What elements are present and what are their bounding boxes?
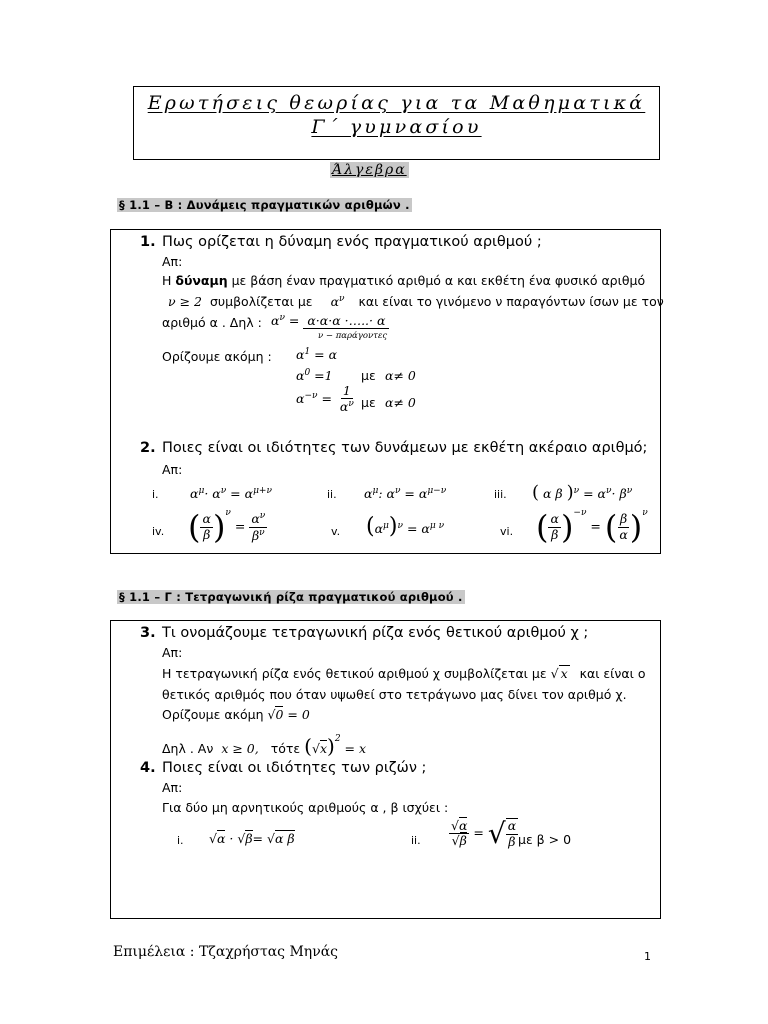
q1-line3-text: αριθμό α . Δηλ : [162, 315, 262, 330]
q2-item-i-formula: $\alpha^\mu\cdot \alpha^\nu = \alpha^{\mu+\nu}$ [190, 486, 272, 502]
section-heading-roots-text: § 1.1 – Γ : Τετραγωνική ρίζα πραγματικού αριθμού . [119, 590, 463, 604]
q3-line3-text: Ορίζουμε ακόμη [162, 707, 264, 722]
q1-power-formula: $\alpha^\nu = \alpha\cdot\alpha\cdot\alpha$ ·…..· α [271, 313, 389, 328]
section-heading-powers-text: § 1.1 – Β : Δυνάμεις πραγματικών αριθμών . [119, 198, 410, 212]
q1-line2-text: συμβολίζεται με [209, 294, 313, 310]
q2-item-iii-label: iii. [494, 488, 507, 501]
q3-line4-pre: Δηλ . Αν [162, 741, 214, 756]
subject-text: Άλγεβρα [332, 162, 407, 178]
q2-item-v-formula: $(\alpha^\mu)^\nu = \alpha^{\mu \nu}$ [366, 514, 445, 539]
q1-underbrace-label: ν − παράγοντες [318, 331, 388, 341]
q4-item-ii-label: ii. [411, 834, 421, 847]
q3-line3 [162, 707, 310, 722]
q4-intro: Για δύο μη αρνητικούς αριθμούς α , β ισχύει : [162, 800, 449, 815]
q1-number: 1. [140, 234, 156, 250]
q2-number: 2. [140, 440, 156, 456]
q1-def3-num: 1 [342, 383, 351, 398]
q1-question: Πως ορίζεται η δύναμη ενός πραγματικού αριθμού ; [162, 234, 542, 250]
q4-question: Ποιες είναι οι ιδιότητες των ριζών ; [162, 760, 427, 776]
q3-question: Τι ονομάζουμε τετραγωνική ρίζα ενός θετικού αριθμού χ ; [162, 625, 589, 641]
q1-def1: $\alpha^1 = \alpha$ [296, 347, 338, 363]
footer-author: Επιμέλεια : Τζαχρήστας Μηνάς [113, 944, 339, 960]
section-heading-roots [117, 590, 465, 604]
q4-item-i-label: i. [177, 834, 184, 847]
q2-item-vi-label: vi. [500, 525, 514, 538]
q1-def3-cond: α≠ 0 [385, 395, 416, 410]
q1-line1 [162, 273, 645, 288]
q3-line2: θετικός αριθμός που όταν υψωθεί στο τετράγωνο μας δίνει τον αριθμό χ. [162, 687, 627, 702]
q2-answer-label: Απ: [162, 462, 183, 477]
q1-line2 [168, 294, 664, 309]
q3-line4-cond: x ≥ 0, [221, 741, 259, 756]
subject-label [330, 162, 409, 178]
q3-line4-then: τότε [270, 741, 301, 756]
q2-item-iii-formula: ( α β )$^\nu = \alpha^\nu\cdot \beta^\nu$ [532, 482, 633, 503]
page-title-line1: Ερωτήσεις θεωρίας για τα Μαθηματικά [147, 92, 646, 114]
q1-def3: $\alpha^{-\nu}$ = $\frac{1}{\alpha^\nu}$ [296, 383, 354, 415]
q4-item-i-formula: √α · √β= √α β [209, 831, 295, 846]
q2-question: Ποιες είναι οι ιδιότητες των δυνάμεων με εκθέτη ακέραιο αριθμό; [162, 440, 648, 456]
q2-item-vi-formula: ( $\frac{\alpha}{\beta}$ )$^{-\nu}$ = ( $\frac{\beta}{\alpha}$ )$^\nu$ [536, 508, 648, 546]
q2-item-ii-formula: $\alpha^\mu$: $\alpha^\nu = \alpha^{\mu-\nu}$ [364, 486, 447, 502]
q4-item-ii-cond: με β > 0 [518, 832, 572, 847]
q1-line3 [162, 315, 262, 330]
page-title-line2: Γ΄ γυμνασίου [311, 116, 482, 138]
q2-item-iv-label: iv. [152, 525, 165, 538]
q3-number: 3. [140, 625, 156, 641]
q3-line4-math: $(√x)^2 = x$ [304, 734, 367, 758]
q4-answer-label: Απ: [162, 780, 183, 795]
q2-item-i-label: i. [152, 488, 159, 501]
q3-line1-text: Η τετραγωνική ρίζα ενός θετικού αριθμού χ συμβολίζεται με [162, 666, 547, 681]
q1-line1-bold: δύναμη [175, 273, 228, 288]
q4-number: 4. [140, 760, 156, 776]
q1-def-label: Ορίζουμε ακόμη : [162, 349, 272, 364]
q3-answer-label: Απ: [162, 645, 183, 660]
q2-item-v-label: v. [331, 525, 341, 538]
q1-def2-cond-word: με [361, 368, 376, 383]
q3-line1 [162, 666, 645, 681]
q1-line2-math2: $\alpha^\nu$ [330, 294, 345, 310]
q2-item-ii-label: ii. [327, 488, 337, 501]
q4-item-ii-formula: $\frac{√\alpha}{√\beta}$ = √ $\frac{\alpha}{\beta}$ [451, 817, 517, 850]
q3-line1-post: και είναι ο [579, 666, 646, 681]
section-heading-powers [117, 198, 412, 212]
q3-line4 [162, 734, 366, 758]
q1-line2-math: ν ≥ 2 [168, 294, 202, 310]
q3-line1-sqrt: √ x [550, 666, 568, 681]
page-number: 1 [644, 950, 651, 963]
q3-line3-math: √0 = 0 [267, 707, 310, 722]
q2-item-iv-formula: ( $\frac{\alpha}{\beta}$ )$^\nu$ = $\frac{\alpha^\nu}{\beta^\nu}$ [188, 508, 266, 546]
q1-line1-pre: Η [162, 273, 176, 288]
q1-line2-text2: και είναι το γινόμενο ν παραγόντων ίσων με τον [358, 294, 664, 310]
q1-answer-label: Απ: [162, 254, 183, 269]
q1-def3-cond-word: με [361, 395, 376, 410]
q1-def2: $\alpha^0 =1$ [296, 368, 333, 384]
q1-def2-cond: α≠ 0 [385, 368, 416, 383]
q1-line1-post: με βάση έναν πραγματικό αριθμό α και εκθέτη ένα φυσικό αριθμό [227, 273, 646, 288]
